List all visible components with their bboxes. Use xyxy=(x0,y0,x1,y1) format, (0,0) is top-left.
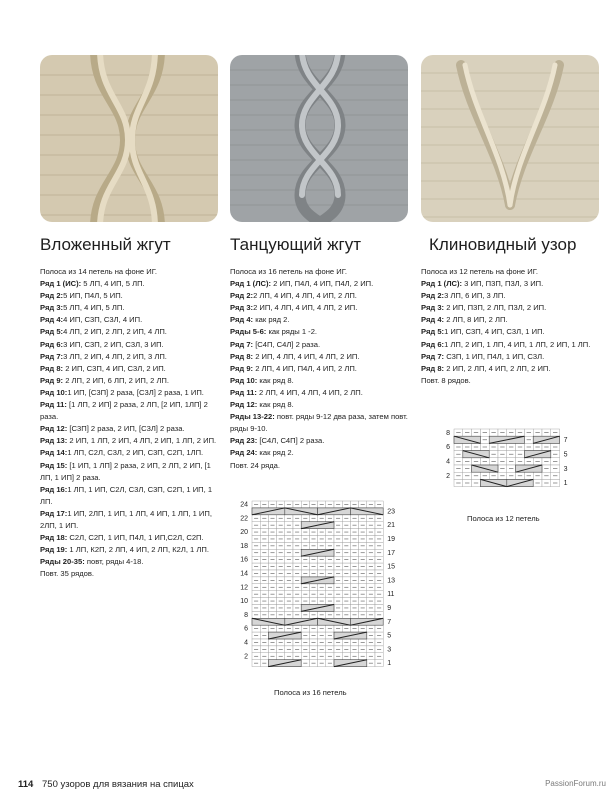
row-text: как ряд 8. xyxy=(257,375,294,385)
pattern-instructions xyxy=(230,266,410,472)
row-number-right: 1 xyxy=(563,480,568,488)
row-number-right: 3 xyxy=(387,646,392,654)
row-label: Ряд 17: xyxy=(40,508,68,518)
row-number-right: 9 xyxy=(387,605,392,613)
instruction-row xyxy=(40,375,218,387)
instruction-row xyxy=(40,556,218,568)
row-number-right: 1 xyxy=(387,660,392,668)
knitting-chart-wedge xyxy=(438,428,588,490)
row-text: 1 ЛП, 1 ИП, С2Л, С3Л, С3П, С2П, 1 ИП, 1 ЛП. xyxy=(40,484,213,506)
instruction-row xyxy=(40,266,218,278)
row-number-right: 21 xyxy=(387,522,395,530)
row-text: 3 ЛП, 2 ИП, 4 ЛП, 2 ИП, 3 ЛП. xyxy=(63,351,167,361)
pattern-instructions xyxy=(421,266,596,387)
instruction-row xyxy=(40,435,218,447)
row-label: Ряд 13: xyxy=(40,436,68,446)
row-number-right: 19 xyxy=(387,536,395,544)
instruction-row xyxy=(230,399,410,411)
row-label: Ряд 2: xyxy=(230,291,254,301)
row-label: Ряд 12: xyxy=(230,400,258,410)
row-label: Ряды 20-35: xyxy=(40,557,85,567)
instruction-row xyxy=(230,447,410,459)
row-number-left: 22 xyxy=(240,515,248,523)
instruction-row xyxy=(40,302,218,314)
row-number-left: 14 xyxy=(240,570,248,578)
pattern-title: Клиновидный узор xyxy=(429,235,577,254)
row-number-left: 4 xyxy=(244,639,248,647)
row-label: Ряд 11: xyxy=(230,387,257,397)
instruction-row xyxy=(230,278,410,290)
instruction-row xyxy=(421,326,596,338)
instruction-row xyxy=(230,351,410,363)
row-label: Ряд 11: xyxy=(40,400,67,410)
row-label: Ряд 1 (ЛС): xyxy=(421,279,463,289)
row-label: Ряд 3: xyxy=(421,303,445,313)
row-text: [1 ЛП, 2 ИП] 2 раза, 2 ЛП, [2 ИП, 1ЛП] 2 раза. xyxy=(40,400,208,422)
row-text: 2 ИП, С3П, 4 ИП, С3Л, 2 ИП. xyxy=(63,363,166,373)
instruction-row xyxy=(40,568,218,580)
row-label: Ряды 13-22: xyxy=(230,412,275,422)
row-text: 2 ИП, 1 ЛП, 2 ИП, 4 ЛП, 2 ИП, 1 ЛП, 2 ИП. xyxy=(67,436,217,446)
row-number-left: 6 xyxy=(244,625,248,633)
row-text: Повт. 8 рядов. xyxy=(421,375,471,385)
row-text: 3 ИП, С3П, 2 ИП, С3Л, 3 ИП. xyxy=(63,339,164,349)
instruction-row xyxy=(40,484,218,508)
row-number-right: 7 xyxy=(387,618,392,626)
row-text: 4 ЛП, 2 ИП, 2 ЛП, 2 ИП, 4 ЛП. xyxy=(63,327,167,337)
instruction-row xyxy=(421,266,596,278)
chart-caption: Полоса из 16 петель xyxy=(274,688,347,697)
instruction-row xyxy=(230,460,410,472)
chart-caption: Полоса из 12 петель xyxy=(467,514,540,523)
row-label: Ряд 12: xyxy=(40,424,68,434)
row-number-left: 20 xyxy=(240,529,248,537)
row-text: 2 ИП, 4 ЛП, 4 ИП, 4 ЛП, 2 ИП. xyxy=(253,303,358,313)
row-number-right: 3 xyxy=(563,465,568,473)
instruction-row xyxy=(40,460,218,484)
row-number-right: 5 xyxy=(563,451,568,459)
row-text: 5 ЛП, 4 ИП, 5 ЛП. xyxy=(63,303,125,313)
row-number-right: 7 xyxy=(563,436,568,444)
row-text: 3 ИП, П3П, П3Л, 3 ИП. xyxy=(462,279,544,289)
row-number-left: 16 xyxy=(240,556,248,564)
row-label: Ряд 5: xyxy=(421,327,445,337)
row-number-left: 18 xyxy=(240,542,248,550)
row-text: 1 ЛП, 2 ИП, 1 ЛП, 4 ИП, 1 ЛП, 2 ИП, 1 ЛП. xyxy=(444,339,591,349)
row-label: Ряд 4: xyxy=(230,315,254,325)
instruction-row xyxy=(40,399,218,423)
row-text: 1 ЛП, С2Л, С3Л, 2 ИП, С3П, С2П, 1ЛП. xyxy=(67,448,204,458)
instruction-row xyxy=(40,532,218,544)
instruction-row xyxy=(230,302,410,314)
row-number-right: 15 xyxy=(387,563,395,571)
row-label: Ряд 1 (ИС): xyxy=(40,279,82,289)
row-text: [С4Л, С4П] 2 раза. xyxy=(257,436,325,446)
row-text: 1 ИП, С3П, 4 ИП, С3Л, 1 ИП. xyxy=(444,327,545,337)
row-label: Ряд 9: xyxy=(40,375,64,385)
row-text: Полоса из 16 петель на фоне ИГ. xyxy=(230,267,347,276)
pattern-instructions xyxy=(40,266,218,580)
instruction-row xyxy=(230,290,410,302)
row-text: [1 ИП, 1 ЛП] 2 раза, 2 ИП, 2 ЛП, 2 ИП, [1 ЛП, 1 ИП] 2 раза. xyxy=(40,460,211,482)
instruction-row xyxy=(40,447,218,459)
pattern-photo-dancing-cable xyxy=(230,55,408,222)
row-label: Ряды 5-6: xyxy=(230,327,267,337)
row-text: [С3П] 2 раза, 2 ИП, [С3Л] 2 раза. xyxy=(67,424,185,434)
row-label: Ряд 18: xyxy=(40,533,68,543)
row-label: Ряд 2: xyxy=(421,291,445,301)
row-number-left: 6 xyxy=(446,444,450,452)
row-label: Ряд 8: xyxy=(230,351,254,361)
row-text: С3П, 1 ИП, П4Л, 1 ИП, С3Л. xyxy=(444,351,545,361)
instruction-row xyxy=(40,544,218,556)
row-label: Ряд 4: xyxy=(40,315,64,325)
row-label: Ряд 10: xyxy=(40,387,68,397)
row-number-left: 4 xyxy=(446,458,450,466)
pattern-photo-embedded-cable xyxy=(40,55,218,222)
row-text: 2 ИП, П3П, 2 ЛП, П3Л, 2 ИП. xyxy=(444,303,547,313)
instruction-row xyxy=(40,326,218,338)
row-label: Ряд 5: xyxy=(40,327,64,337)
row-label: Ряд 24: xyxy=(230,448,258,458)
instruction-row xyxy=(230,435,410,447)
row-label: Ряд 7: xyxy=(421,351,445,361)
row-label: Ряд 6: xyxy=(40,339,64,349)
row-text: 2 ИП, 2 ЛП, 4 ИП, 2 ЛП, 2 ИП. xyxy=(444,363,551,373)
row-number-left: 2 xyxy=(244,653,248,661)
instruction-row xyxy=(230,339,410,351)
row-label: Ряд 9: xyxy=(230,363,254,373)
row-number-left: 8 xyxy=(446,429,450,437)
row-label: Ряд 16: xyxy=(40,484,68,494)
row-text: 1 ИП, [С3П] 2 раза, [С3Л] 2 раза, 1 ИП. xyxy=(67,387,204,397)
instruction-row xyxy=(40,314,218,326)
instruction-row xyxy=(230,266,410,278)
row-text: 2 ЛП, 4 ИП, П4Л, 4 ИП, 2 ЛП. xyxy=(253,363,357,373)
instruction-row xyxy=(230,375,410,387)
row-text: 2 ИП, П4Л, 4 ИП, П4Л, 2 ИП. xyxy=(271,279,374,289)
row-text: 5 ЛП, 4 ИП, 5 ЛП. xyxy=(81,279,145,289)
instruction-row xyxy=(230,363,410,375)
row-text: как ряд 2. xyxy=(253,315,290,325)
row-label: Ряд 2: xyxy=(40,291,64,301)
row-label: Ряд 14: xyxy=(40,448,68,458)
instruction-row xyxy=(421,339,596,351)
instruction-row xyxy=(421,363,596,375)
row-label: Ряд 3: xyxy=(230,303,254,313)
instruction-row xyxy=(40,508,218,532)
instruction-row xyxy=(230,411,410,435)
instruction-row xyxy=(40,278,218,290)
row-number-left: 24 xyxy=(240,501,248,509)
knitting-chart-dancing-cable xyxy=(236,500,404,672)
row-label: Ряд 10: xyxy=(230,375,258,385)
book-title: 750 узоров для вязания на спицах xyxy=(42,779,194,790)
row-text: Полоса из 12 петель на фоне ИГ. xyxy=(421,267,538,276)
instruction-row xyxy=(421,314,596,326)
instruction-row xyxy=(40,423,218,435)
instruction-row xyxy=(421,351,596,363)
row-text: как ряд 8. xyxy=(257,400,294,410)
row-text: как ряд 2. xyxy=(257,448,294,458)
row-text: повт. ряды 9-12 два раза, затем повт. ряды 9-10. xyxy=(230,412,408,434)
chart-grid xyxy=(236,500,399,668)
row-text: 2 ЛП, 2 ИП, 6 ЛП, 2 ИП, 2 ЛП. xyxy=(63,375,169,385)
row-label: Ряд 7: xyxy=(230,339,254,349)
row-label: Ряд 8: xyxy=(421,363,445,373)
row-text: 3 ЛП, 6 ИП, 3 ЛП. xyxy=(444,291,506,301)
row-number-right: 17 xyxy=(387,549,395,557)
pattern-photo-wedge xyxy=(421,55,599,222)
instruction-row xyxy=(421,302,596,314)
row-number-right: 5 xyxy=(387,632,392,640)
row-text: 2 ЛП, 4 ИП, 4 ЛП, 4 ИП, 2 ЛП. xyxy=(253,291,357,301)
instruction-row xyxy=(421,375,596,387)
row-label: Ряд 7: xyxy=(40,351,64,361)
instruction-row xyxy=(40,363,218,375)
chart-grid xyxy=(438,428,576,488)
row-number-right: 11 xyxy=(387,591,395,599)
row-label: Ряд 19: xyxy=(40,545,68,555)
instruction-row xyxy=(230,387,410,399)
row-text: [С4П, С4Л] 2 раза. xyxy=(253,339,321,349)
instruction-row xyxy=(40,290,218,302)
row-number-left: 12 xyxy=(240,584,248,592)
row-label: Ряд 8: xyxy=(40,363,64,373)
row-label: Ряд 4: xyxy=(421,315,445,325)
row-text: 5 ИП, П4Л, 5 ИП. xyxy=(63,291,123,301)
instruction-row xyxy=(230,314,410,326)
row-text: 2 ЛП, 4 ИП, 4 ЛП, 4 ИП, 2 ЛП. xyxy=(256,387,363,397)
instruction-row xyxy=(421,278,596,290)
pattern-title: Танцующий жгут xyxy=(230,235,362,254)
row-text: 1 ЛП, К2П, 2 ЛП, 4 ИП, 2 ЛП, К2Л, 1 ЛП. xyxy=(67,545,209,555)
row-text: 2 ИП, 4 ЛП, 4 ИП, 4 ЛП, 2 ИП. xyxy=(253,351,360,361)
row-text: Полоса из 14 петель на фоне ИГ. xyxy=(40,267,157,276)
instruction-row xyxy=(230,326,410,338)
row-text: Повт. 35 рядов. xyxy=(40,569,95,579)
row-number-left: 2 xyxy=(446,472,450,480)
instruction-row xyxy=(40,387,218,399)
pattern-title: Вложенный жгут xyxy=(40,235,171,254)
page-number: 114 xyxy=(18,779,34,790)
row-text: повт, ряды 4-18. xyxy=(84,557,144,567)
row-text: 1 ИП, 2ЛП, 1 ИП, 1 ЛП, 4 ИП, 1 ЛП, 1 ИП, 2ЛП, 1 ИП. xyxy=(40,508,212,530)
row-text: как ряды 1 -2. xyxy=(266,327,318,337)
row-text: 2 ЛП, 8 ИП, 2 ЛП. xyxy=(444,315,508,325)
row-label: Ряд 3: xyxy=(40,303,64,313)
row-label: Ряд 15: xyxy=(40,460,68,470)
row-text: С2Л, С2П, 1 ИП, П4Л, 1 ИП,С2Л, С2П. xyxy=(67,533,204,543)
row-number-right: 23 xyxy=(387,508,395,516)
row-text: Повт. 24 ряда. xyxy=(230,460,280,470)
row-label: Ряд 23: xyxy=(230,436,258,446)
row-number-left: 8 xyxy=(244,611,248,619)
row-number-right: 13 xyxy=(387,577,395,585)
row-label: Ряд 1 (ЛС): xyxy=(230,279,272,289)
row-label: Ряд 6: xyxy=(421,339,445,349)
row-text: 4 ИП, С3П, С3Л, 4 ИП. xyxy=(63,315,143,325)
instruction-row xyxy=(40,351,218,363)
row-number-left: 10 xyxy=(240,598,248,606)
instruction-row xyxy=(421,290,596,302)
instruction-row xyxy=(40,339,218,351)
watermark: PassionForum.ru xyxy=(545,779,606,788)
